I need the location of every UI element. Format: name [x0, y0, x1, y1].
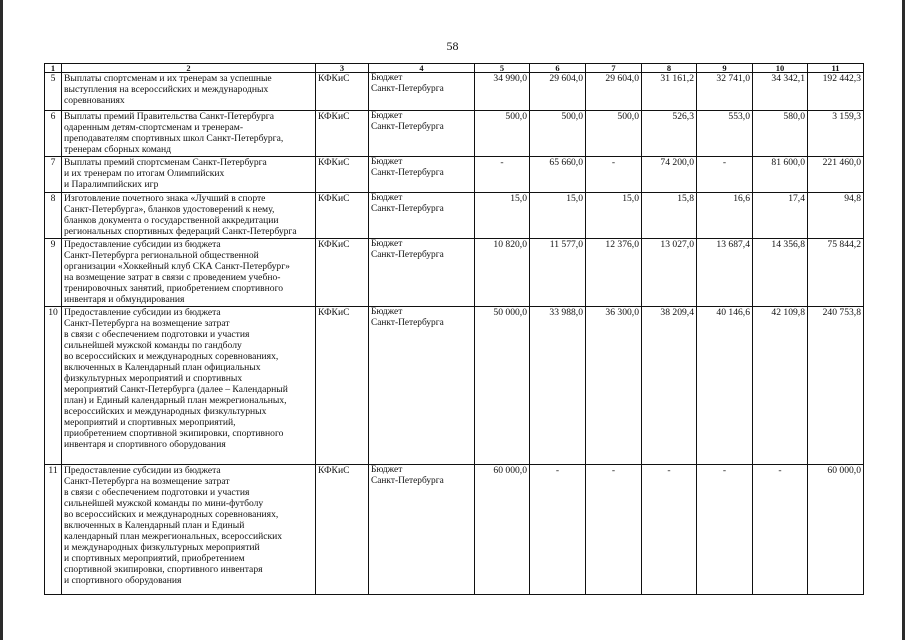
column-header-5: 5	[475, 64, 530, 73]
column-header-10: 10	[753, 64, 808, 73]
table-row	[45, 307, 864, 465]
row-value-col-8: 74 200,0	[642, 157, 697, 193]
row-value-col-7: 500,0	[586, 111, 642, 157]
row-value-col-6: 11 577,0	[530, 239, 586, 307]
column-header-7: 7	[586, 64, 642, 73]
row-value-col-7: 36 300,0	[586, 307, 642, 465]
row-value-col-9: 32 741,0	[697, 73, 753, 111]
row-value-col-6: 65 660,0	[530, 157, 586, 193]
row-value-col-9: 16,6	[697, 193, 753, 239]
row-value-col-10: 14 356,8	[753, 239, 808, 307]
row-value-col-6: 15,0	[530, 193, 586, 239]
row-funding-source: Бюджет Санкт-Петербурга	[369, 111, 475, 157]
scan-edge-left	[0, 0, 3, 640]
row-funding-source: Бюджет Санкт-Петербурга	[369, 307, 475, 465]
page-number: 58	[446, 39, 459, 53]
row-description: Предоставление субсидии из бюджета Санкт-Петербурга на возмещение затрат в связи с обеспечением подготовки и участия сильнейшей мужской команды по гандболу во всероссийских и международных соревнованиях, включенных в Календарный план официальных физкультурных мероприятий и спортивных мероприятий Санкт-Петербурга (далее – Календарный план) и Единый календарный план межрегиональных, всероссийских и международных физкультурных мероприятий и спортивных мероприятий, приобретением спортивной экипировки, спортивного инвентаря и спортивного оборудования	[62, 307, 316, 465]
row-value-col-10: -	[753, 465, 808, 595]
row-value-col-6: 33 988,0	[530, 307, 586, 465]
column-header-2: 2	[62, 64, 316, 73]
row-value-col-9: 40 146,6	[697, 307, 753, 465]
row-value-col-5: -	[475, 157, 530, 193]
budget-table	[44, 63, 864, 595]
row-funding-source: Бюджет Санкт-Петербурга	[369, 73, 475, 111]
row-executor: КФКиС	[316, 239, 369, 307]
column-header-3: 3	[316, 64, 369, 73]
column-header-4: 4	[369, 64, 475, 73]
row-executor: КФКиС	[316, 111, 369, 157]
row-number: 6	[45, 111, 62, 157]
row-value-col-8: 31 161,2	[642, 73, 697, 111]
row-executor: КФКиС	[316, 465, 369, 595]
row-value-col-5: 60 000,0	[475, 465, 530, 595]
row-value-col-11: 75 844,2	[808, 239, 864, 307]
table-row	[45, 157, 864, 193]
row-value-col-5: 500,0	[475, 111, 530, 157]
row-value-col-5: 50 000,0	[475, 307, 530, 465]
row-description: Выплаты премий спортсменам Санкт-Петербурга и их тренерам по итогам Олимпийских и Паралимпийских игр	[62, 157, 316, 193]
row-value-col-5: 34 990,0	[475, 73, 530, 111]
row-number: 5	[45, 73, 62, 111]
table-body	[45, 73, 864, 595]
row-value-col-8: 38 209,4	[642, 307, 697, 465]
row-executor: КФКиС	[316, 307, 369, 465]
row-value-col-11: 60 000,0	[808, 465, 864, 595]
row-value-col-11: 94,8	[808, 193, 864, 239]
row-value-col-11: 3 159,3	[808, 111, 864, 157]
row-description: Выплаты премий Правительства Санкт-Петербурга одаренным детям-спортсменам и тренерам- преподавателям спортивных школ Санкт-Петербурга, тренерам сборных команд	[62, 111, 316, 157]
row-number: 11	[45, 465, 62, 595]
row-value-col-10: 81 600,0	[753, 157, 808, 193]
row-description: Изготовление почетного знака «Лучший в спорте Санкт-Петербурга», бланков удостоверений к нему, бланков документа о государственной аккредитации региональных спортивных федераций Санкт-Петербурга	[62, 193, 316, 239]
column-header-9: 9	[697, 64, 753, 73]
column-header-6: 6	[530, 64, 586, 73]
row-number: 7	[45, 157, 62, 193]
row-value-col-6: -	[530, 465, 586, 595]
row-description: Предоставление субсидии из бюджета Санкт-Петербурга на возмещение затрат в связи с обеспечением подготовки и участия сильнейшей мужской команды по мини-футболу во всероссийских и международных соревнованиях, включенных в Календарный план и Единый календарный план межрегиональных, всероссийских и международных физкультурных мероприятий и спортивных мероприятий, приобретением спортивной экипировки, спортивного инвентаря и спортивного оборудования	[62, 465, 316, 595]
row-value-col-10: 17,4	[753, 193, 808, 239]
row-value-col-11: 221 460,0	[808, 157, 864, 193]
row-number: 8	[45, 193, 62, 239]
table-row	[45, 73, 864, 111]
row-number: 10	[45, 307, 62, 465]
row-value-col-9: -	[697, 157, 753, 193]
row-value-col-8: -	[642, 465, 697, 595]
row-value-col-10: 34 342,1	[753, 73, 808, 111]
table-row	[45, 239, 864, 307]
column-header-11: 11	[808, 64, 864, 73]
row-value-col-9: 553,0	[697, 111, 753, 157]
row-value-col-7: -	[586, 157, 642, 193]
row-funding-source: Бюджет Санкт-Петербурга	[369, 193, 475, 239]
row-executor: КФКиС	[316, 157, 369, 193]
row-executor: КФКиС	[316, 73, 369, 111]
column-number-row	[45, 64, 864, 73]
row-value-col-5: 10 820,0	[475, 239, 530, 307]
row-value-col-8: 13 027,0	[642, 239, 697, 307]
row-executor: КФКиС	[316, 193, 369, 239]
row-value-col-8: 526,3	[642, 111, 697, 157]
row-funding-source: Бюджет Санкт-Петербурга	[369, 465, 475, 595]
row-value-col-7: 15,0	[586, 193, 642, 239]
row-number: 9	[45, 239, 62, 307]
row-value-col-9: 13 687,4	[697, 239, 753, 307]
row-value-col-6: 500,0	[530, 111, 586, 157]
row-value-col-7: 12 376,0	[586, 239, 642, 307]
row-funding-source: Бюджет Санкт-Петербурга	[369, 239, 475, 307]
row-description: Предоставление субсидии из бюджета Санкт-Петербурга региональной общественной организации «Хоккейный клуб СКА Санкт-Петербург» на возмещение затрат в связи с проведением учебно- тренировочных занятий, приобретением спортивного инвентаря и обмундирования	[62, 239, 316, 307]
row-value-col-6: 29 604,0	[530, 73, 586, 111]
column-header-1: 1	[45, 64, 62, 73]
column-header-8: 8	[642, 64, 697, 73]
row-value-col-11: 192 442,3	[808, 73, 864, 111]
row-value-col-7: 29 604,0	[586, 73, 642, 111]
table-row	[45, 465, 864, 595]
table-row	[45, 193, 864, 239]
row-value-col-10: 42 109,8	[753, 307, 808, 465]
row-value-col-8: 15,8	[642, 193, 697, 239]
row-funding-source: Бюджет Санкт-Петербурга	[369, 157, 475, 193]
row-value-col-11: 240 753,8	[808, 307, 864, 465]
row-description: Выплаты спортсменам и их тренерам за успешные выступления на всероссийских и международных соревнованиях	[62, 73, 316, 111]
row-value-col-5: 15,0	[475, 193, 530, 239]
row-value-col-9: -	[697, 465, 753, 595]
row-value-col-10: 580,0	[753, 111, 808, 157]
table-row	[45, 111, 864, 157]
row-value-col-7: -	[586, 465, 642, 595]
